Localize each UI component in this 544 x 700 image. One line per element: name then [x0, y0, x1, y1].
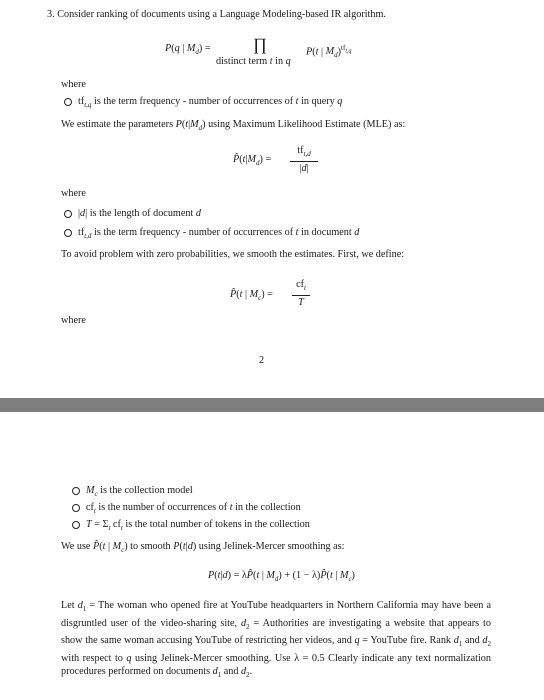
bullet-icon	[72, 521, 80, 529]
where-label-1: where	[61, 79, 86, 90]
bullet-icon	[64, 210, 72, 218]
jm-sentence: We use P̂(t | $M_c$) to smooth P(t|d) using Jelinek-Mercer smoothing as:	[61, 541, 345, 555]
bullet-tf-doc: $tf_{t,d}$ is the term frequency - number of occurrences of t in document d	[78, 227, 360, 241]
bullet-collection-model: $M_c$ is the collection model	[86, 485, 193, 499]
bullet-tf-query: $tf_{t,q}$ is the term frequency - number of occurrences of t in query q	[78, 96, 343, 110]
eq2-numerator: $tf_{t,d}$	[297, 145, 311, 159]
fraction-bar	[292, 295, 310, 296]
eq2-fraction	[290, 145, 318, 174]
final-paragraph: Let $d_1$ = The woman who opened fire at YouTube headquarters in Northern California may have been a disgruntled user of the video-sharing site, $d_2$ = Authorities are investigating a website that appears to show the same woman accusing YouTube of restricting her videos, and q = YouTube fire. Rank $d_1$ and $d_2$ with respect to q using Jelinek-Mercer smoothing. Use λ = 0.5 Clearly indicate any text normalization procedures performed on documents $d_1$ and $d_2$.	[61, 600, 491, 680]
bullet-cf: $cf_t$ is the number of occurrences of t in the collection	[86, 502, 301, 516]
page-number: 2	[259, 355, 265, 366]
mle-sentence: We estimate the parameters $P(t|M_d)$ using Maximum Likelihood Estimate (MLE) as:	[61, 119, 406, 133]
eq1-prod-subscript: distinct term t in q	[216, 56, 291, 67]
where-label-3: where	[61, 315, 86, 326]
bullet-icon	[72, 487, 80, 495]
eq2-lhs: $P̂(t|M_d)$ =	[233, 154, 272, 168]
eq4-jelinek-mercer: P(t|d) = λP̂(t | $M_d) + (1$ − λ)P̂(t | $M_c$)	[208, 570, 355, 584]
eq3-fraction	[292, 279, 310, 308]
eq2-denominator: |d|	[299, 163, 309, 175]
bullet-icon	[72, 504, 80, 512]
question-heading: 3. Consider ranking of documents using a Language Modeling-based IR algorithm.	[47, 9, 386, 20]
page-separator	[0, 398, 544, 412]
eq3-denominator: T	[298, 297, 304, 309]
bullet-icon	[64, 98, 72, 106]
bullet-total-tokens: $T = \Sigma_t$ $cf_t$ is the total number of tokens in the collection	[86, 519, 310, 533]
page-2	[0, 412, 544, 700]
product-symbol: ∏	[253, 35, 267, 54]
eq1-lhs: P(q | $M_d$) =	[165, 43, 211, 57]
bullet-doc-length: |d| is the length of document d	[78, 208, 201, 219]
bullet-icon	[64, 229, 72, 237]
fraction-bar	[290, 161, 318, 162]
smooth-sentence: To avoid problem with zero probabilities, we smooth the estimates. First, we define:	[61, 249, 405, 260]
eq3-numerator: $cf_t$	[296, 279, 306, 293]
eq1-rhs: P(t | $M_d)^{tf_{t,q}}$	[306, 44, 352, 60]
where-label-2: where	[61, 188, 86, 199]
eq3-lhs: P̂(t | $M_c$) =	[230, 289, 273, 303]
